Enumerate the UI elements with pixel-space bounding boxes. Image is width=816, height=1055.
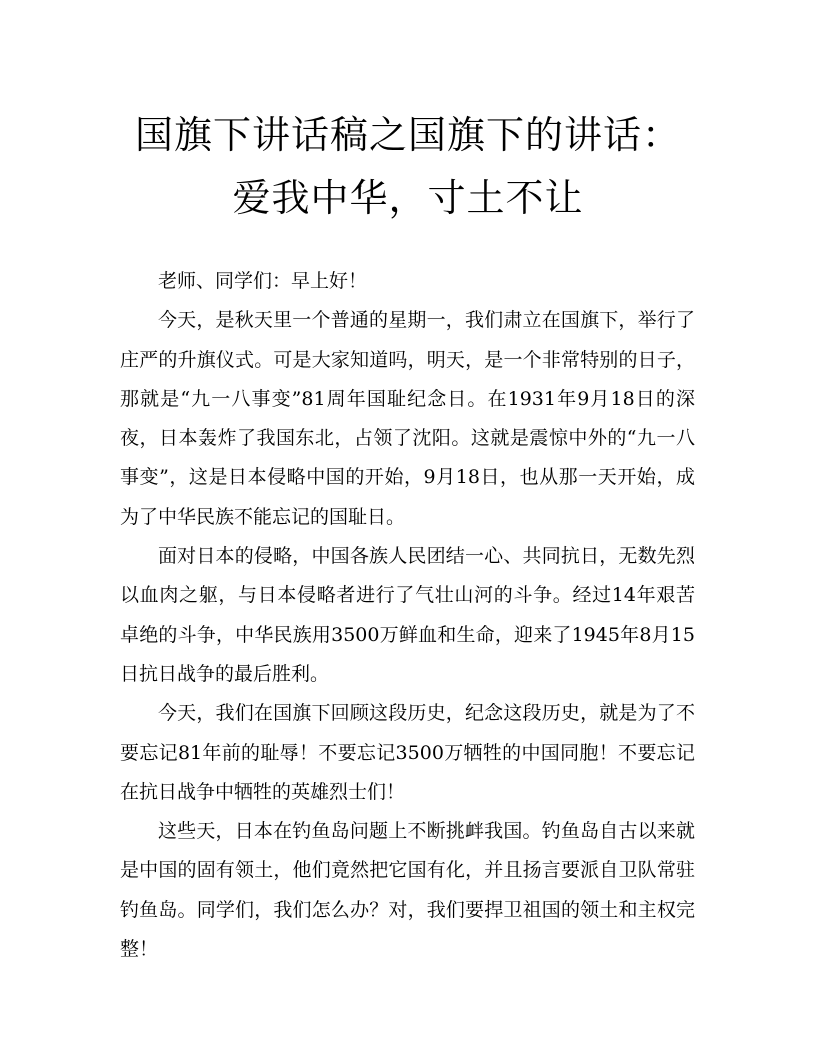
paragraph-2: 面对日本的侵略，中国各族人民团结一心、共同抗日，无数先烈以血肉之躯，与日本侵略者进行了气壮山河的斗争。经过14年艰苦卓绝的斗争，中华民族用3500万鲜血和生命，迎来了1945年8月15日抗日战争的最后胜利。 <box>120 545 695 685</box>
document-body <box>120 262 695 969</box>
document-title: 国旗下讲话稿之国旗下的讲话：爱我中华，寸土不让 <box>134 113 681 220</box>
paragraph-1: 今天，是秋天里一个普通的星期一，我们肃立在国旗下，举行了庄严的升旗仪式。可是大家知道吗，明天，是一个非常特别的日子，那就是“九一八事变”81周年国耻纪念日。在1931年9月18日的深夜，日本轰炸了我国东北，占领了沈阳。这就是震惊中外的“九一八事变”，这是日本侵略中国的开始，9月18日，也从那一天开始，成为了中华民族不能忘记的国耻日。 <box>120 309 695 528</box>
paragraph-greeting: 老师、同学们：早上好！ <box>158 270 368 292</box>
paragraph-4: 这些天，日本在钓鱼岛问题上不断挑衅我国。钓鱼岛自古以来就是中国的固有领土，他们竟然把它国有化，并且扬言要派自卫队常驻钓鱼岛。同学们，我们怎么办？对，我们要捍卫祖国的领土和主权完整！ <box>120 820 695 961</box>
paragraph-3: 今天，我们在国旗下回顾这段历史，纪念这段历史，就是为了不要忘记81年前的耻辱！不要忘记3500万牺牲的中国同胞！不要忘记在抗日战争中牺牲的英雄烈士们！ <box>120 702 695 803</box>
